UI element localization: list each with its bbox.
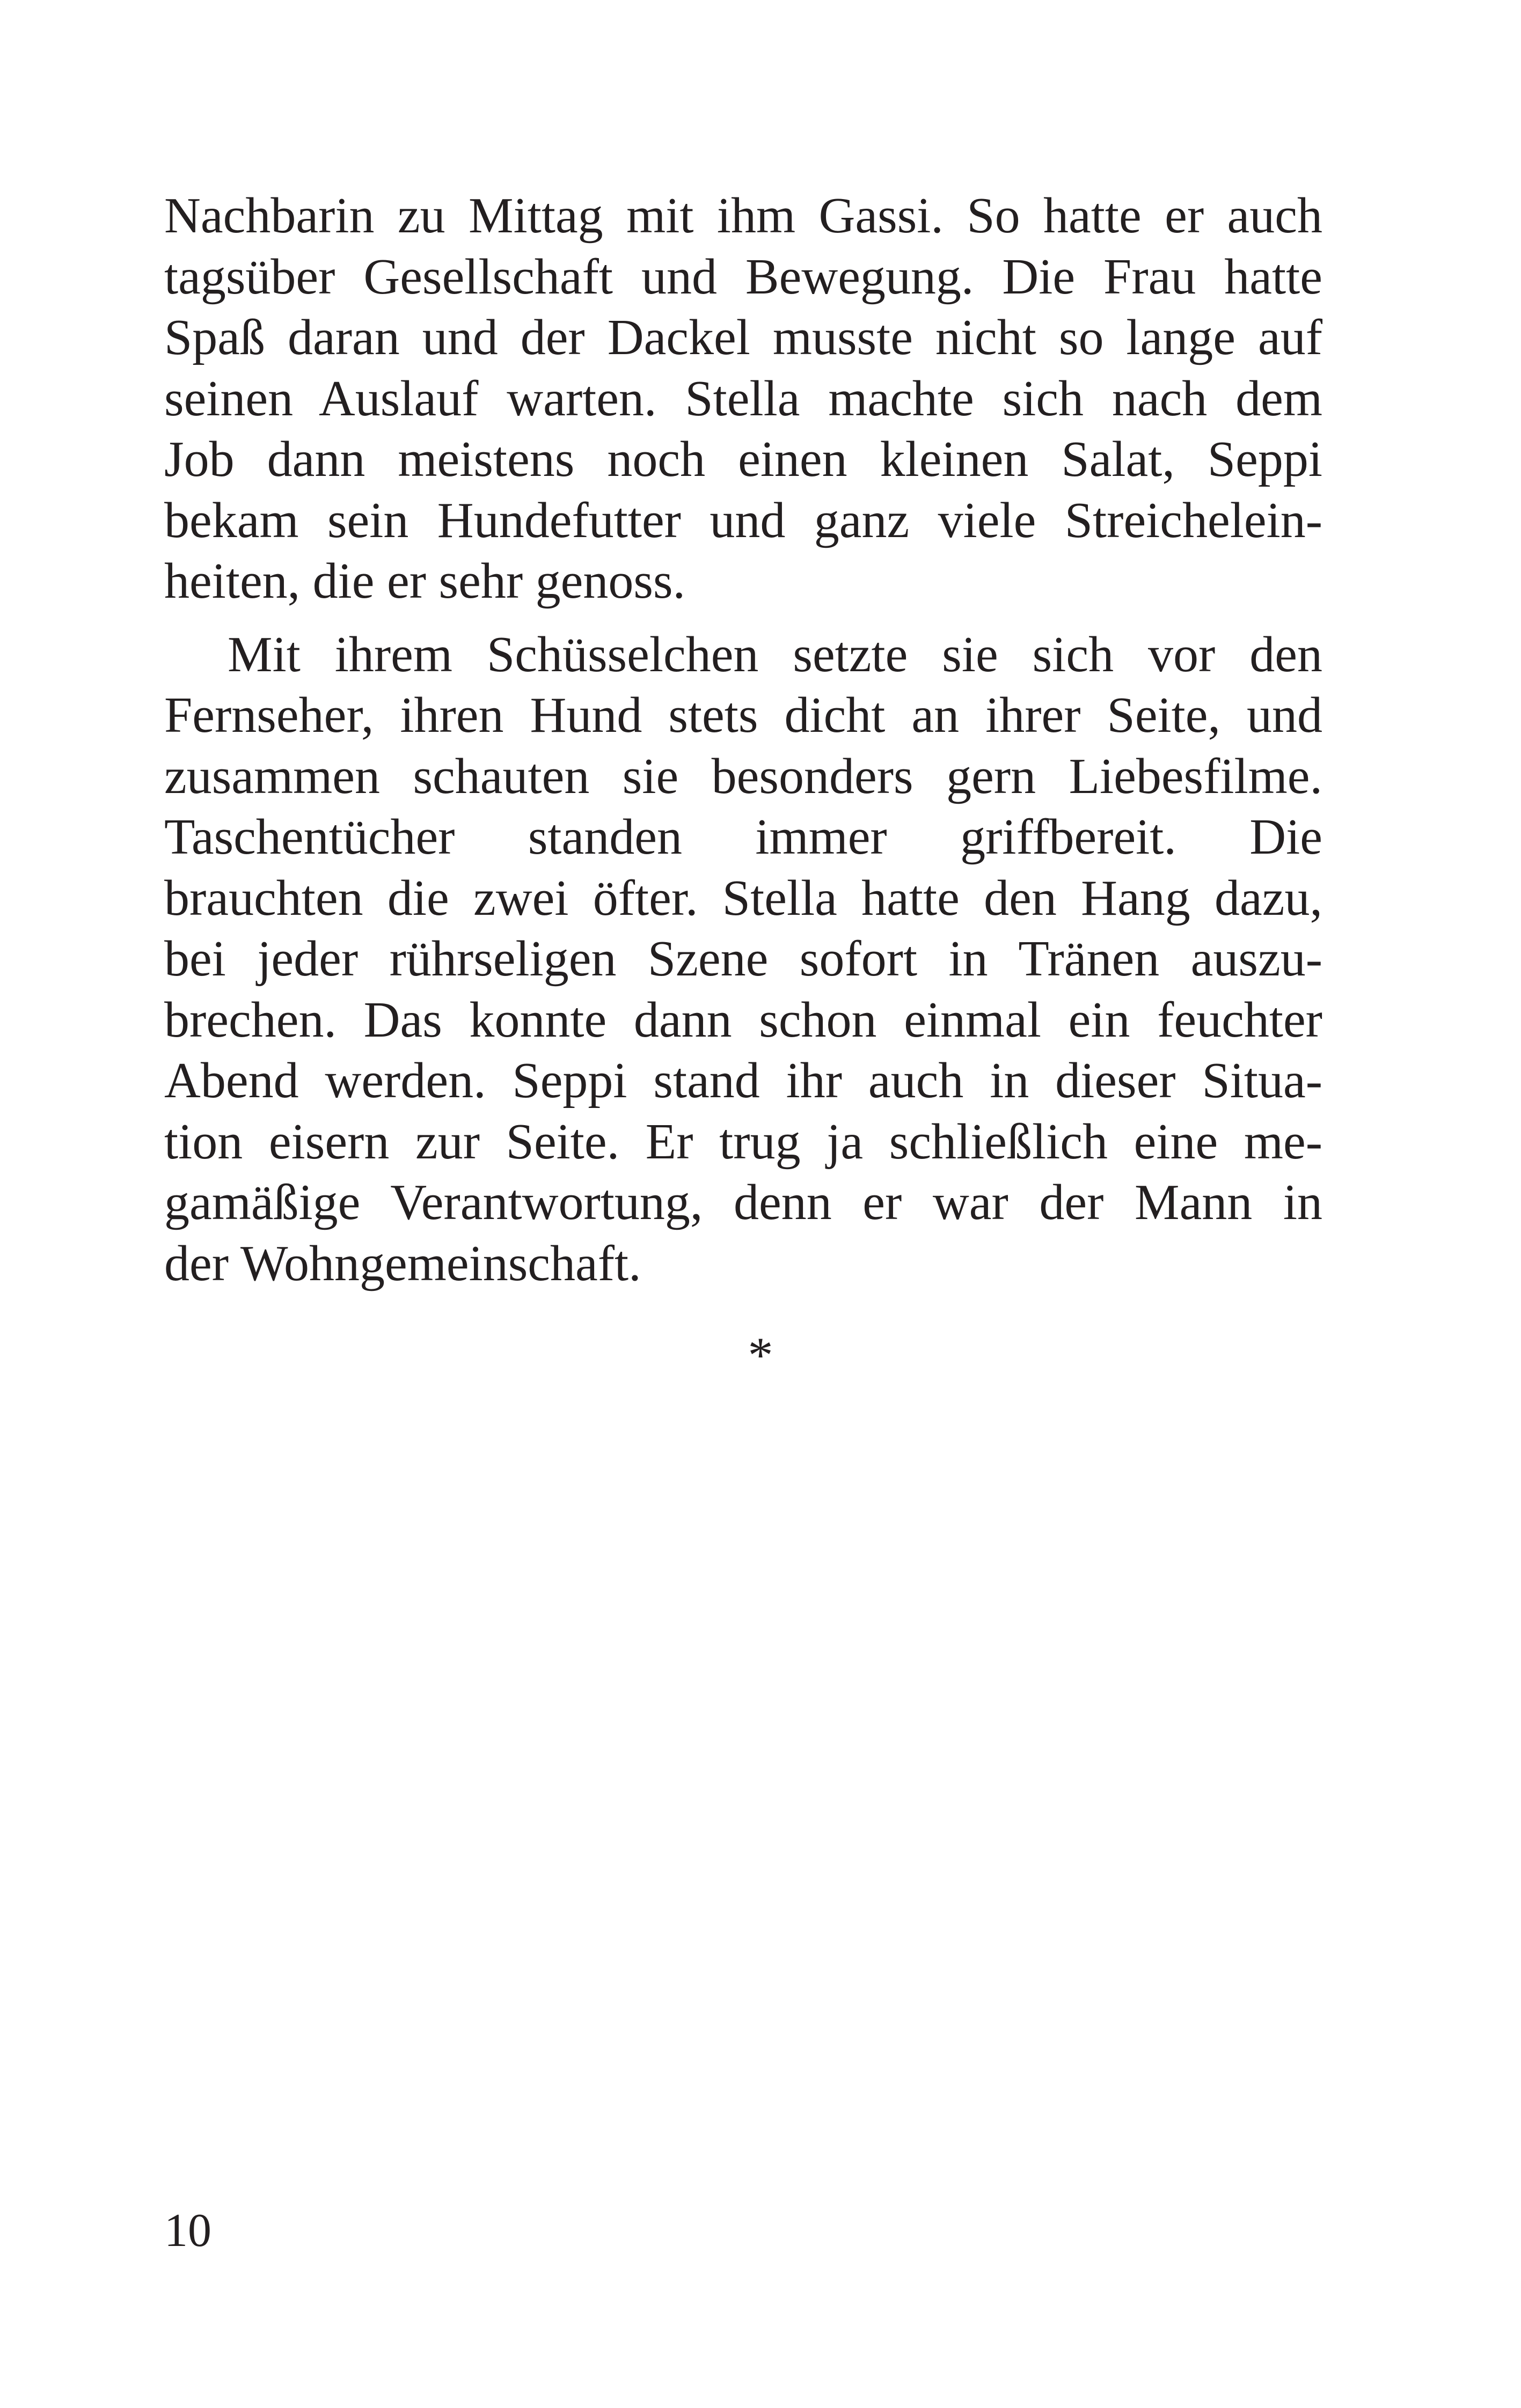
text-line: Spaß daran und der Dackel musste nicht so lange auf <box>164 310 1322 365</box>
text-line: gamäßige Verantwortung, denn er war der Mann in <box>164 1174 1322 1230</box>
text-line: Job dann meistens noch einen kleinen Salat, Seppi <box>164 431 1322 487</box>
paragraph-2 <box>164 625 1322 1295</box>
text-line: Nachbarin zu Mittag mit ihm Gassi. So hatte er auch <box>164 188 1322 244</box>
text-line: der Wohngemeinschaft. <box>164 1235 641 1291</box>
body-text <box>164 186 1322 1294</box>
text-line: brauchten die zwei öfter. Stella hatte den Hang dazu, <box>164 870 1322 926</box>
text-line: seinen Auslauf warten. Stella machte sich nach dem <box>164 370 1322 427</box>
scene-break-asterisk: * <box>748 1327 773 1383</box>
text-line: heiten, die er sehr genoss. <box>164 553 686 609</box>
text-line: Abend werden. Seppi stand ihr auch in dieser Situa- <box>164 1053 1322 1108</box>
text-line: tion eisern zur Seite. Er trug ja schließlich eine me- <box>164 1113 1322 1170</box>
text-line: Fernseher, ihren Hund stets dicht an ihrer Seite, und <box>164 687 1322 743</box>
text-line: bei jeder rührseligen Szene sofort in Tränen auszu- <box>164 931 1322 987</box>
page-number: 10 <box>164 2205 211 2257</box>
text-line: tagsüber Gesellschaft und Bewegung. Die Frau hatte <box>164 248 1322 305</box>
text-line: zusammen schauten sie besonders gern Liebesfilme. <box>164 748 1322 804</box>
text-line: Taschentücher standen immer griffbereit. Die <box>164 809 1322 865</box>
text-line: brechen. Das konnte dann schon einmal ein feuchter <box>164 992 1322 1048</box>
text-line: bekam sein Hundefutter und ganz viele Streichelein- <box>164 492 1322 548</box>
paragraph-1 <box>164 186 1322 612</box>
text-line: Mit ihrem Schüsselchen setzte sie sich vor den <box>228 626 1322 682</box>
